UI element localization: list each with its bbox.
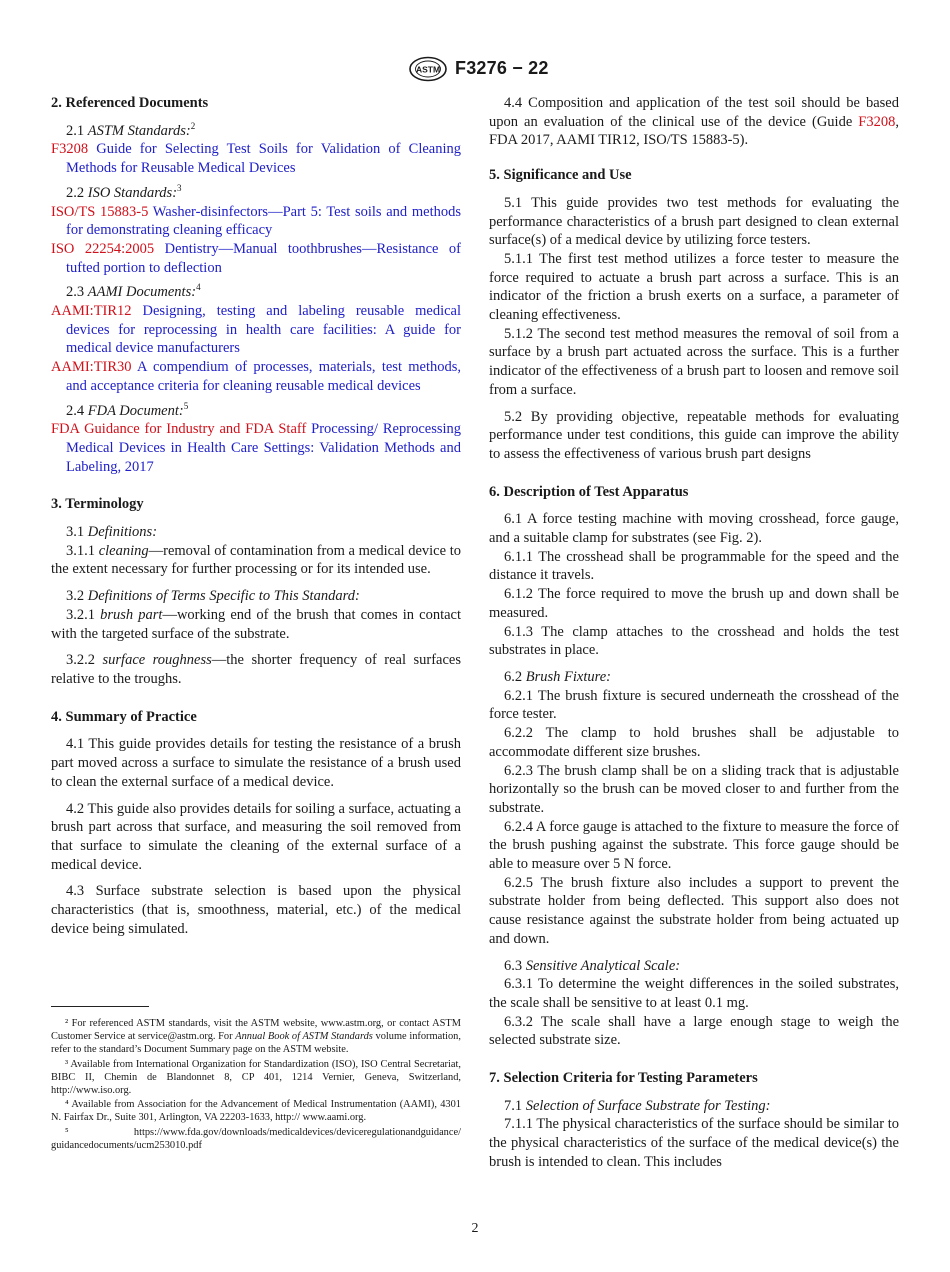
right-column [489,94,899,1172]
paragraph-6-2-2: 6.2.2 The clamp to hold brushes shall be adjustable to accommodate different size brushes. [489,725,899,760]
astm-logo-text: ASTM [415,64,441,75]
footnote-5: ⁵ https://www.fda.gov/downloads/medicaldevices/deviceregulationandguidance/ guidancedocuments/ucm253010.pdf [51,1126,461,1151]
paragraph-6-1-3: 6.1.3 The clamp attaches to the crosshead and holds the test substrates in place. [489,623,899,659]
paragraph-6-1-2: 6.1.2 The force required to move the brush up and down shall be measured. [489,586,899,621]
left-column [51,94,461,938]
standard-designation: F3276 − 22 [455,58,549,78]
section-5-heading: 5. Significance and Use [489,167,632,184]
section-2-heading: 2. Referenced Documents [51,95,209,111]
subsection-6-2: 6.2 Brush Fixture: [504,668,611,685]
reference-f3208-link[interactable]: F3208 [51,141,89,158]
paragraph-6-2-5: 6.2.5 The brush fixture also includes a support to prevent the substrate holder from being deflected. This support also does not cause resistance against the substrate holder from being actuated up and down. [489,874,899,947]
reference-iso-22254: ISO 22254:2005 Dentistry—Manual toothbrushes—Resistance of tufted portion to deflection [51,240,462,276]
subsection-3-2: 3.2 Definitions of Terms Specific to This Standard: [66,588,360,605]
paragraph-4-2: 4.2 This guide also provides details for soiling a surface, actuating a brush part across that surface, and measuring the soil removed from that surface to simulate the cleaning of the external surface of a medical device. [51,800,461,873]
page-number: 2 [471,1221,479,1236]
definition-brush-part: 3.2.1 brush part—working end of the brush that comes in contact with the targeted surface of the substrate. [51,606,461,642]
paragraph-6-2-4: 6.2.4 A force gauge is attached to the fixture to measure the force of the brush pushing against the substrate. This force gauge should be able to measure over 5 N force. [489,818,899,873]
paragraph-4-1: 4.1 This guide provides details for testing the resistance of a brush part moved across a surface to simulate the resistance of a brush used to clean the external surface of a medical device. [51,736,461,790]
footnote-4: ⁴ Available from Association for the Advancement of Medical Instrumentation (AAMI), 4301 N. Fairfax Dr., Suite 301, Arlington, VA 22203-1633, http:// www.aami.org. [51,1099,461,1124]
reference-aami-tir30-link[interactable]: AAMI:TIR30 [51,359,132,376]
section-7-heading: 7. Selection Criteria for Testing Parameters [489,1070,758,1087]
footnote-2: ² For referenced ASTM standards, visit the ASTM website, www.astm.org, or contact ASTM Customer Service at service@astm.org. For Annual Book of ASTM Standards volume information, refer to the standard’s Document Summary page on the ASTM website. [51,1018,461,1056]
subsection-2-3: 2.3 AAMI Documents:$^4$ [66,282,201,301]
paragraph-5-1: 5.1 This guide provides two test methods for evaluating the performance characteristics of a brush part designed to clean external surface(s) of a medical device by utilizing force testers. [489,194,899,249]
paragraph-5-2: 5.2 By providing objective, repeatable methods for evaluating performance under test conditions, this guide can improve the ability to assess the effectiveness of various brush part designs [489,408,899,462]
reference-f3208: F3208 Guide for Selecting Test Soils for Validation of Cleaning Methods for Reusable Medical Devices [51,141,461,177]
astm-logo-icon [408,56,448,82]
paragraph-6-2-1: 6.2.1 The brush fixture is secured underneath the crosshead of the force tester. [489,687,899,723]
subsection-3-1: 3.1 Definitions: [66,524,158,541]
paragraph-4-4: 4.4 Composition and application of the test soil should be based upon an evaluation of the clinical use of the device (Guide F3208, FDA 2017, AAMI TIR12, ISO/TS 15883-5). [489,95,899,149]
paragraph-6-2-3: 6.2.3 The brush clamp shall be on a sliding track that is adjustable horizontally so the brush can be moved closer to and further from the substrate. [489,762,899,816]
subsection-2-1: 2.1 ASTM Standards:$^2$ [66,120,196,139]
paragraph-5-1-2: 5.1.2 The second test method measures the removal of soil from a surface by a brush part actuated across the surface. This is a further indicator of the effectiveness of a brush part to loosen and remove soil from a surface. [489,325,899,398]
reference-iso-15883-link[interactable]: ISO/TS 15883-5 [51,203,149,220]
paragraph-6-3-1: 6.3.1 To determine the weight differences in the soiled substrates, the scale shall be sensitive to at least 0.1 mg. [489,976,899,1011]
section-4-heading: 4. Summary of Practice [51,708,197,725]
guide-f3208-link[interactable]: F3208 [858,113,896,130]
paragraph-4-3: 4.3 Surface substrate selection is based upon the physical characteristics (that is, smoothness, material, etc.) of the medical device being simulated. [51,883,461,937]
paragraph-7-1-1: 7.1.1 The physical characteristics of the surface should be similar to the physical characteristics of the surface of the medical device(s) the brush is intended to clean. This includes [489,1116,899,1170]
paragraph-6-1-1: 6.1.1 The crosshead shall be programmable for the speed and the distance it travels. [489,548,899,584]
footnote-divider [51,1006,149,1007]
reference-aami-tir12: AAMI:TIR12 Designing, testing and labeling reusable medical devices for reprocessing in health care facilities: A guide for medical device manufacturers [51,303,461,357]
section-3-heading: 3. Terminology [51,496,144,513]
reference-aami-tir12-link[interactable]: AAMI:TIR12 [51,303,132,320]
definition-surface-roughness: 3.2.2 surface roughness—the shorter frequency of real surfaces relative to the troughs. [51,652,461,687]
paragraph-5-1-1: 5.1.1 The first test method utilizes a force tester to measure the force required to actuate a brush part across a surface. This is an indicator of the friction a brush exerts on a surface, a parameter of cleaning effectiveness. [489,250,899,324]
definition-cleaning: 3.1.1 cleaning—removal of contamination from a medical device to the extent necessary for further processing or for its intended use. [51,542,462,578]
paragraph-6-3-2: 6.3.2 The scale shall have a large enough stage to weigh the selected substrate size. [489,1013,899,1049]
page-header [0,56,950,84]
reference-fda-guidance: FDA Guidance for Industry and FDA Staff Processing/ Reprocessing Medical Devices in Health Care Settings: Validation Methods and Labeling, 2017 [51,421,462,475]
section-6-heading: 6. Description of Test Apparatus [489,483,689,500]
subsection-2-4: 2.4 FDA Document:$^5$ [66,400,189,419]
reference-aami-tir30: AAMI:TIR30 A compendium of processes, materials, test methods, and acceptance criteria for cleaning reusable medical devices [51,359,462,394]
footnote-3: ³ Available from International Organization for Standardization (ISO), ISO Central Secretariat, BIBC II, Chemin de Blandonnet 8, CP 401, 1214 Vernier, Geneva, Switzerland, http://www.iso.org. [51,1058,461,1097]
reference-fda-guidance-link[interactable]: FDA Guidance for Industry and FDA Staff [51,421,307,438]
subsection-7-1: 7.1 Selection of Surface Substrate for Testing: [504,1097,771,1114]
paragraph-6-1: 6.1 A force testing machine with moving crosshead, force gauge, and a suitable clamp for substrates (see Fig. 2). [489,511,899,547]
reference-iso-22254-link[interactable]: ISO 22254:2005 [51,240,155,257]
reference-iso-15883: ISO/TS 15883-5 Washer-disinfectors—Part 5: Test soils and methods for demonstrating cleaning efficacy [51,203,461,239]
footnotes [51,1017,461,1152]
subsection-6-3: 6.3 Sensitive Analytical Scale: [504,957,681,974]
subsection-2-2: 2.2 ISO Standards:$^3$ [66,182,182,201]
